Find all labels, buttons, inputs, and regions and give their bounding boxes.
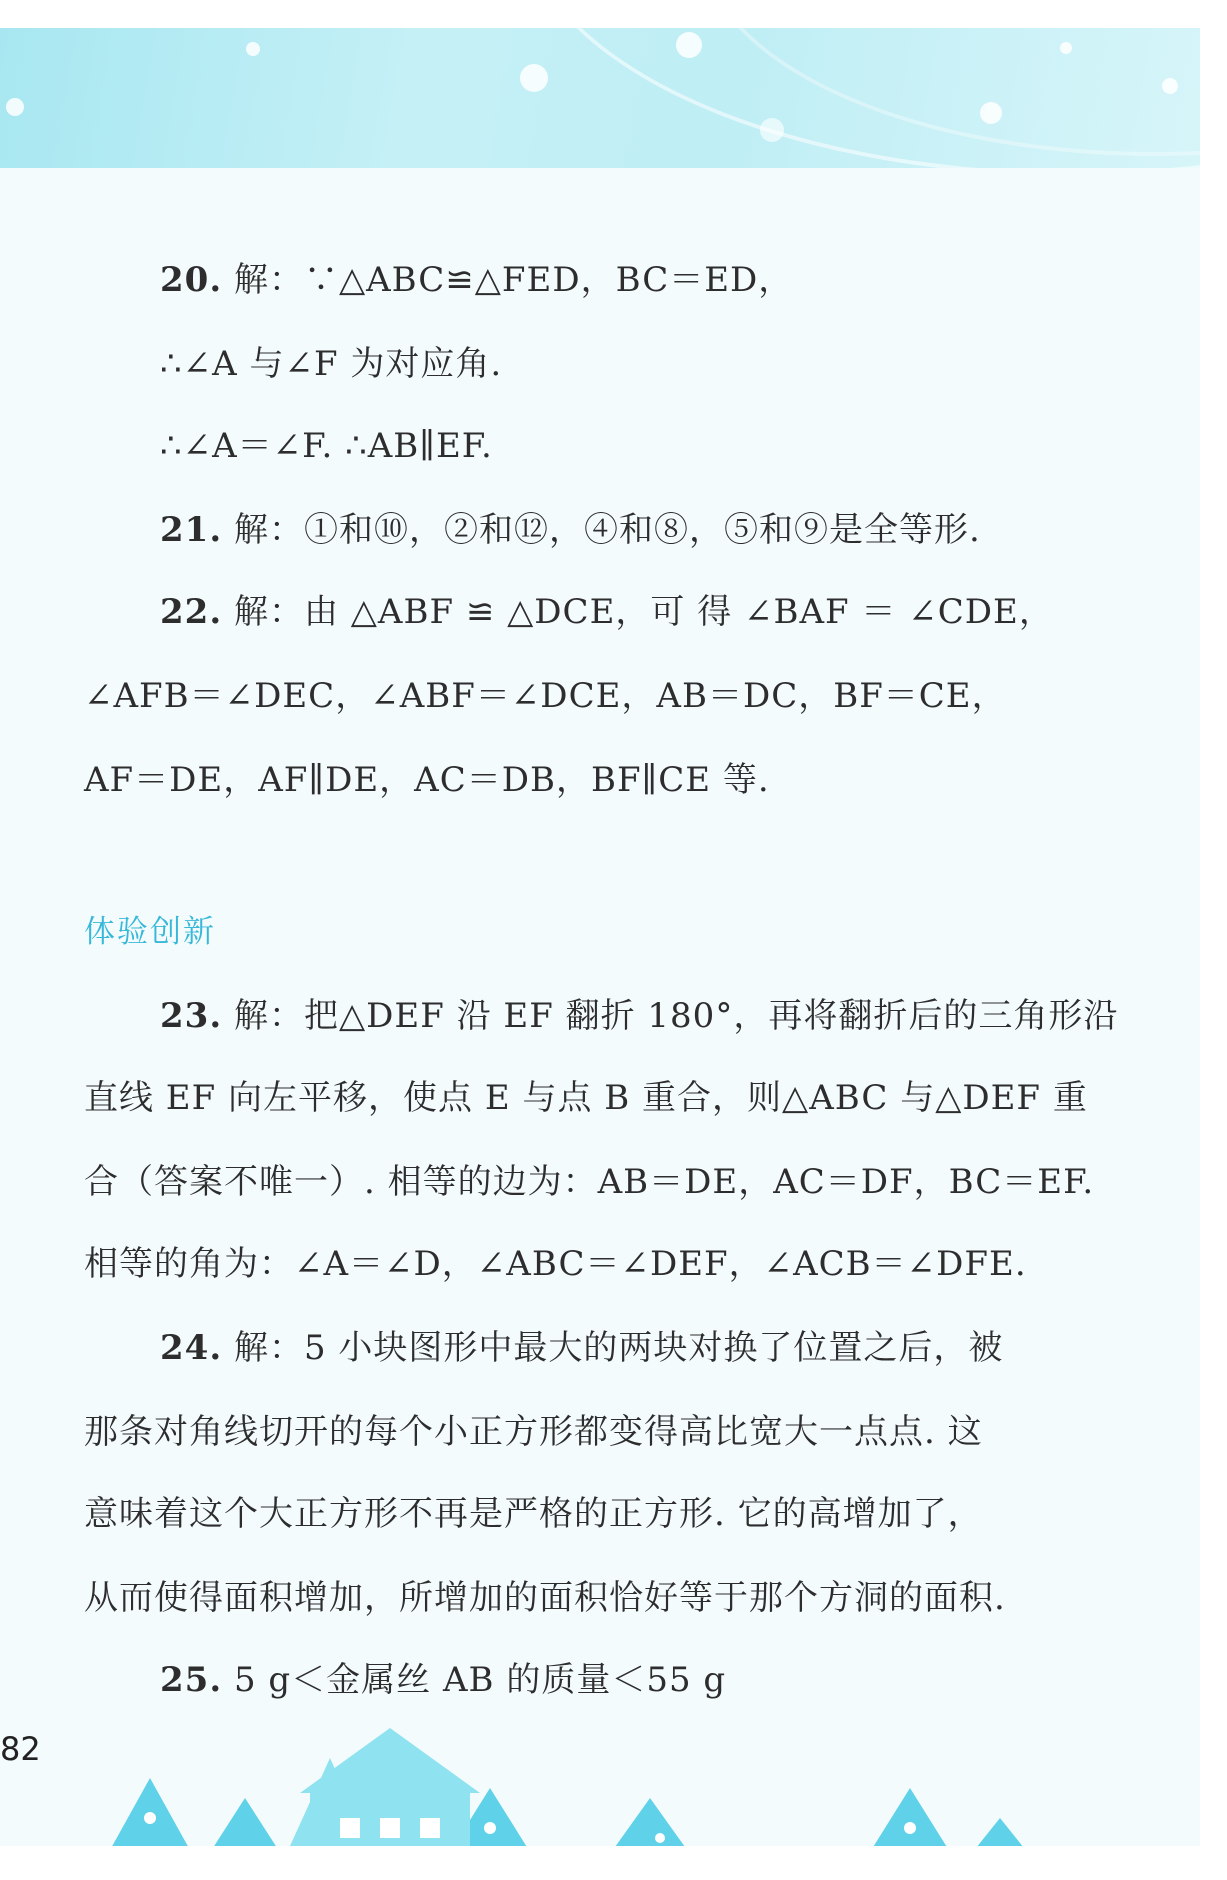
answer-23-line-2: 直线 EF 向左平移，使点 E 与点 B 重合，则△ABC 与△DEF 重 [84, 1078, 1088, 1118]
answer-23-line-3: 合（答案不唯一）. 相等的边为：AB＝DE，AC＝DF，BC＝EF. [84, 1162, 1095, 1202]
answer-24-line-3: 意味着这个大正方形不再是严格的正方形. 它的高增加了， [84, 1494, 983, 1534]
snow-dot [246, 42, 260, 56]
answer-23-line-4: 相等的角为：∠A＝∠D，∠ABC＝∠DEF，∠ACB＝∠DFE. [84, 1244, 1027, 1284]
answer-20-line-1: 20. 解：∵△ABC≌△FED，BC＝ED， [160, 260, 794, 300]
answer-25-line-1: 25. 5 g＜金属丝 AB 的质量＜55 g [160, 1660, 727, 1700]
snowy-scene-svg [40, 1718, 1140, 1846]
answer-24-line-1: 24. 解：5 小块图形中最大的两块对换了位置之后，被 [160, 1328, 1004, 1368]
answer-22-line-1: 22. 解：由 △ABF ≌ △DCE，可 得 ∠BAF ＝ ∠CDE， [160, 592, 1054, 632]
answer-24-line-2: 那条对角线切开的每个小正方形都变得高比宽大一点点. 这 [84, 1412, 983, 1452]
answer-23-line-1: 23. 解：把△DEF 沿 EF 翻折 180°，再将翻折后的三角形沿 [160, 996, 1119, 1036]
answer-21-line-1: 21. 解：①和⑩，②和⑫，④和⑧，⑤和⑨是全等形. [160, 510, 981, 550]
answer-20-line-2: ∴∠A 与∠F 为对应角. [160, 344, 503, 384]
header-banner [0, 28, 1200, 168]
page-number: 82 [0, 1730, 41, 1768]
section-title: 体验创新 [84, 914, 216, 950]
answer-20-line-3: ∴∠A＝∠F. ∴AB∥EF. [160, 426, 493, 466]
bottom-illustration [40, 1718, 1140, 1846]
snow-dot [1060, 42, 1072, 54]
snow-dot [760, 118, 784, 142]
snow-dot [676, 32, 702, 58]
answer-22-line-3: AF＝DE，AF∥DE，AC＝DB，BF∥CE 等. [84, 760, 770, 800]
textbook-page [0, 28, 1200, 1846]
answer-24-line-4: 从而使得面积增加，所增加的面积恰好等于那个方洞的面积. [84, 1578, 1006, 1618]
snow-dot [6, 98, 24, 116]
snow-dot [1162, 78, 1178, 94]
snow-dot [520, 64, 548, 92]
answer-22-line-2: ∠AFB＝∠DEC，∠ABF＝∠DCE，AB＝DC，BF＝CE， [84, 676, 1007, 716]
snow-dot [980, 102, 1002, 124]
